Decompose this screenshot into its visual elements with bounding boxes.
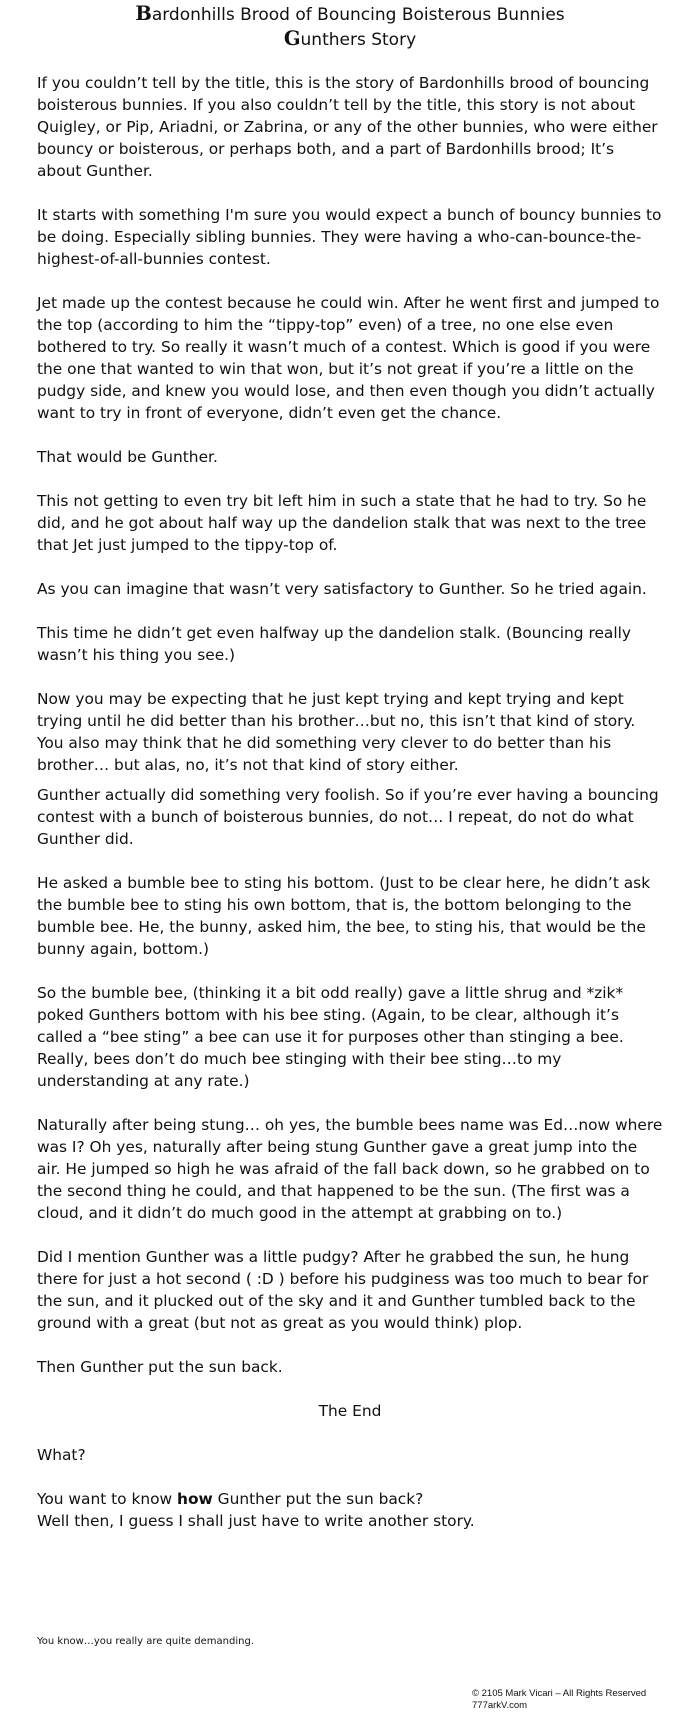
copyright-block	[472, 1688, 646, 1712]
paragraph-5: This not getting to even try bit left him in such a state that he had to try. So he did, and he got about half way up the dandelion stalk that was next to the tree that Jet just jumped to the tippy-top of.	[37, 492, 647, 554]
question-end: Gunther put the sun back?	[212, 1490, 424, 1508]
paragraph-11: So the bumble bee, (thinking it a bit odd really) gave a little shrug and *zik* poked Gunthers bottom with his bee sting. (Again, to be clear, although it’s called a “bee sting” a bee can use it for purposes other than stinging a bee. Really, bees don’t do much bee stinging with their bee sting…to my understanding at any rate.)	[37, 984, 624, 1090]
subtitle-initial: G	[283, 27, 301, 50]
paragraph-12: Naturally after being stung… oh yes, the bumble bees name was Ed…now where was I? Oh yes, naturally after being stung Gunther gave a great jump into the air. He jumped so high he was afraid of the fall back down, so he grabbed on to the second thing he could, and that happened to be the sun. (The first was a cloud, and it didn’t do much good in the attempt at grabbing on to.)	[37, 1116, 663, 1222]
title-initial: B	[135, 2, 152, 25]
paragraph-2: It starts with something I'm sure you would expect a bunch of bouncy bunnies to be doing. Especially sibling bunnies. They were having a who-can-bounce-the-highest-of-all-bunnies contest.	[37, 206, 662, 268]
paragraph-6: As you can imagine that wasn’t very satisfactory to Gunther. So he tried again.	[37, 580, 647, 598]
question-start: You want to know	[37, 1490, 178, 1508]
site-link[interactable]: 777arkV.com	[472, 1700, 528, 1711]
paragraph-7: This time he didn’t get even halfway up the dandelion stalk. (Bouncing really wasn’t his thing you see.)	[37, 624, 632, 664]
story-subtitle	[0, 27, 700, 52]
paragraph-4: That would be Gunther.	[37, 448, 218, 466]
paragraph-1: If you couldn’t tell by the title, this is the story of Bardonhills brood of bouncing boisterous bunnies. If you also couldn’t tell by the title, this story is not about Quigley, or Pip, Ariadni, or Zabrina, or any of the other bunnies, who were either bouncy or boisterous, or perhaps both, and a part of Bardonhills brood; It’s about Gunther.	[37, 74, 658, 180]
paragraph-8: Now you may be expecting that he just kept trying and kept trying and kept trying until he did better than his brother…but no, this isn’t that kind of story. You also may think that he did something very clever to do better than his brother… but alas, no, it’s not that kind of story either.	[37, 690, 636, 774]
closing-line: Well then, I guess I shall just have to write another story.	[37, 1512, 475, 1530]
what-line: What?	[37, 1446, 86, 1464]
paragraph-3: Jet made up the contest because he could win. After he went first and jumped to the top (according to him the “tippy-top” even) of a tree, no one else even bothered to try. So really it wasn’t much of a contest. Which is good if you were the one that wanted to win that won, but it’s not great if you’re a little on the pudgy side, and knew you would lose, and then even though you didn’t actually want to try in front of everyone, didn’t even get the chance.	[37, 294, 660, 422]
story-title	[0, 2, 700, 27]
question-emphasis: how	[177, 1490, 213, 1508]
the-end-heading: The End	[318, 1402, 382, 1420]
paragraph-14: Then Gunther put the sun back.	[37, 1358, 283, 1376]
subtitle-text: unthers Story	[300, 30, 417, 50]
story-body	[37, 72, 663, 1554]
paragraph-13: Did I mention Gunther was a little pudgy? After he grabbed the sun, he hung there for just a hot second ( :D ) before his pudginess was too much to bear for the sun, and it plucked out of the sky and it and Gunther tumbled back to the ground with a great (but not as great as you would think) plop.	[37, 1248, 649, 1332]
title-block	[0, 2, 700, 52]
question-line	[37, 1488, 663, 1510]
title-text: ardonhills Brood of Bouncing Boisterous Bunnies	[151, 5, 565, 25]
paragraph-9: Gunther actually did something very foolish. So if you’re ever having a bouncing contest with a bunch of boisterous bunnies, do not… I repeat, do not do what Gunther did.	[37, 786, 659, 848]
copyright-text: © 2105 Mark Vicari – All Rights Reserved	[472, 1688, 647, 1699]
paragraph-10: He asked a bumble bee to sting his bottom. (Just to be clear here, he didn’t ask the bumble bee to sting his own bottom, that is, the bottom belonging to the bumble bee. He, the bunny, asked him, the bee, to sting his, that would be the bunny again, bottom.)	[37, 874, 651, 958]
footer-note: You know…you really are quite demanding.	[37, 1636, 254, 1647]
